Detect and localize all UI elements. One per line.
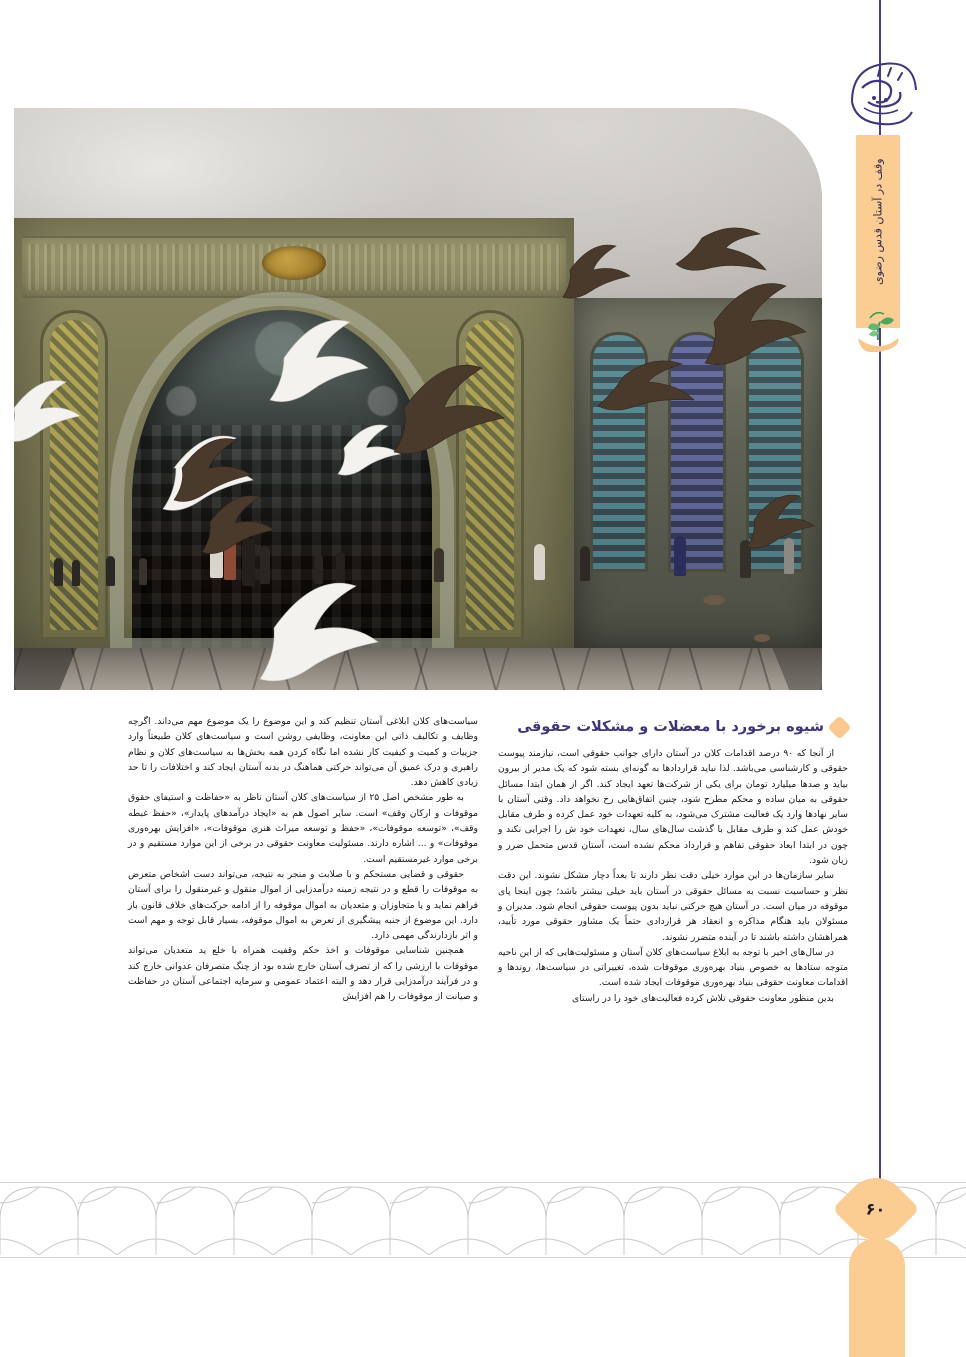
- paragraph: به طور مشخص اصل ۲۵ از سیاست‌های کلان آستان ناظر به «حفاظت و استیفای حقوق موقوفات و ارکان وقف» است. سایر اصول هم به «ایجاد درآمدهای پایدار»، «حفظ غبطه وقف»، «توسعه موقوفات»، «حفظ و توسعه میراث هنری موقوفات»، «افزایش بهره‌وری موقوفات» و ... اشاره دارند. مسئولیت معاونت حقوقی در برخی از این موارد مستقیم و در برخی موارد غیرمستقیم است.: [128, 792, 478, 865]
- diamond-bullet-icon: [827, 715, 851, 739]
- dove-icon: [676, 228, 766, 270]
- section-heading-title: شیوه برخورد با معضلات و مشکلات حقوقی: [517, 719, 824, 735]
- pigeon-icon: [754, 634, 770, 642]
- dove-icon: [747, 495, 814, 548]
- article-body: [118, 714, 848, 1154]
- arch-lattice-icon: [0, 1183, 966, 1255]
- article-column-left: [128, 714, 478, 1154]
- dove-icon: [338, 425, 400, 475]
- paragraph: حقوقی و قضایی مستحکم و با صلابت و منجر به نتیجه، می‌تواند دست اشخاص متعرض به موقوفات را قطع و در نتیجه زمینه درآمدزایی از اموال منقول و غیرمنقول را برای آستان فراهم نماید و یا متجاوزان و متعدیان به اموال موقوفه را از ادامه حرکت‌های خلاف قانون باز دارد. این موضوع از جنبه پیشگیری از تعرض به اموال موقوفه، بسیار قابل توجه و مهم است و اثر بازدارندگی مهمی دارد.: [128, 868, 478, 942]
- calligraphy-logo-icon: [844, 58, 922, 136]
- paragraph: همچنین شناسایی موقوفات و اخذ حکم وقفیت همراه با خلع ید متعدیان می‌تواند موقوفات با ارزشی را که از تصرف آستان خارج شده بود از چنگ متصرفان عدوانی خارج کند و در فرآیند درآمدزایی قرار دهد و البته اعتماد عمومی و سرمایه اجتماعی آستان در حفاظت و صیانت از موقوفات را هم افزایش: [128, 945, 478, 1003]
- page-number: ۶۰: [866, 1199, 886, 1219]
- dove-icon: [14, 380, 80, 441]
- footer-arch-pattern: [0, 1182, 966, 1258]
- hero-photo: [14, 108, 822, 690]
- paragraph: سیاست‌های کلان ابلاغی آستان تنظیم کند و این موضوع را یک موضوع مهم می‌داند. اگرچه وظایف و تکالیف ذاتی این معاونت، وظایفی روشن است و سیاست‌های کلان طبیعتاً وارد جزییات و کمیت و کیفیت کار نشده اما نگاه کردن همه بخش‌ها به سیاست‌های کلان و نظام راهبری و درک عمیق آن می‌تواند حرکتی هماهنگ در بدنه آستان ایجاد کند و اختلافات را تا حد زیادی کاهش دهد.: [128, 716, 478, 789]
- paragraph: بدین منظور معاونت حقوقی تلاش کرده فعالیت‌های خود را در راستای: [572, 992, 834, 1004]
- dove-icon: [260, 583, 378, 681]
- sprout-in-hand-icon: [854, 308, 902, 352]
- dove-icon: [270, 320, 368, 401]
- paragraph: سایر سازمان‌ها در این موارد خیلی دقت نظر دارند تا بعداً دچار مشکل نشوند. این دقت نظر و حساسیت نسبت به مسائل حقوقی در آستان باید خیلی بیشتر باشد؛ چون اینجا پای موقوفه در میان است. در آستان هیچ حرکتی نباید بدون پیوست حقوقی انجام شود. مدیران و مسئولان باید هنگام مذاکره و انعقاد هر قراردادی حتماً یک مشاور حقوقی مورد تأیید، همراهشان داشته باشند تا در آینده متضرر نشوند.: [498, 870, 848, 943]
- dove-icon: [705, 284, 806, 365]
- side-tab-label: وقف در آستان قدس رضوی: [871, 158, 885, 286]
- article-column-right: [498, 714, 848, 1154]
- footer-tab-shape: [849, 1238, 905, 1357]
- section-heading: [498, 714, 848, 740]
- dove-icon: [202, 496, 274, 554]
- dove-icon: [598, 361, 694, 410]
- pigeon-icon: [703, 595, 725, 605]
- paragraph: در سال‌های اخیر با توجه به ابلاغ سیاست‌های کلان آستان و مسئولیت‌هایی که از این ناحیه متوجه ستادها به خصوص بنیاد بهره‌وری موقوفات شده، تغییراتی در سیاست‌ها، روندها و اقدامات معاونت حقوقی بنیاد بهره‌وری موقوفات ایجاد شده است.: [498, 946, 848, 989]
- paragraph: از آنجا که ۹۰ درصد اقدامات کلان در آستان دارای جوانب حقوقی است، نیازمند پیوست حقوقی و کارشناسی می‌باشد. لذا نباید قراردادها به گونه‌ای بسته شود که یک مدیر از بیرون بیاید و صدها میلیارد تومان برای یکی از شرکت‌ها تعهد ایجاد کند. اگر از همان ابتدا مسائل حقوقی به میان ساده و محکم مطرح شود، چنین اتفاق‌هایی رخ نخواهد داد. وقتی آستان با سایر نهادها وارد یک فعالیت مشترک می‌شود، به کلیه تعهدات خود عمل کرده و طرف مقابل خودش عمل کند و طرف مقابل با گذشت سال‌های سال، تعهدات خود ش را اجرایی نکند و چون در ابتدا ابعاد حقوقی تفاهم و قرارداد محکم نشده است، آستان قدس متحمل ضرر و زیان شود.: [498, 748, 848, 867]
- section-side-tab: [838, 50, 930, 350]
- flying-doves-group: [14, 108, 822, 690]
- dove-icon: [563, 245, 630, 298]
- dove-icon: [394, 365, 504, 454]
